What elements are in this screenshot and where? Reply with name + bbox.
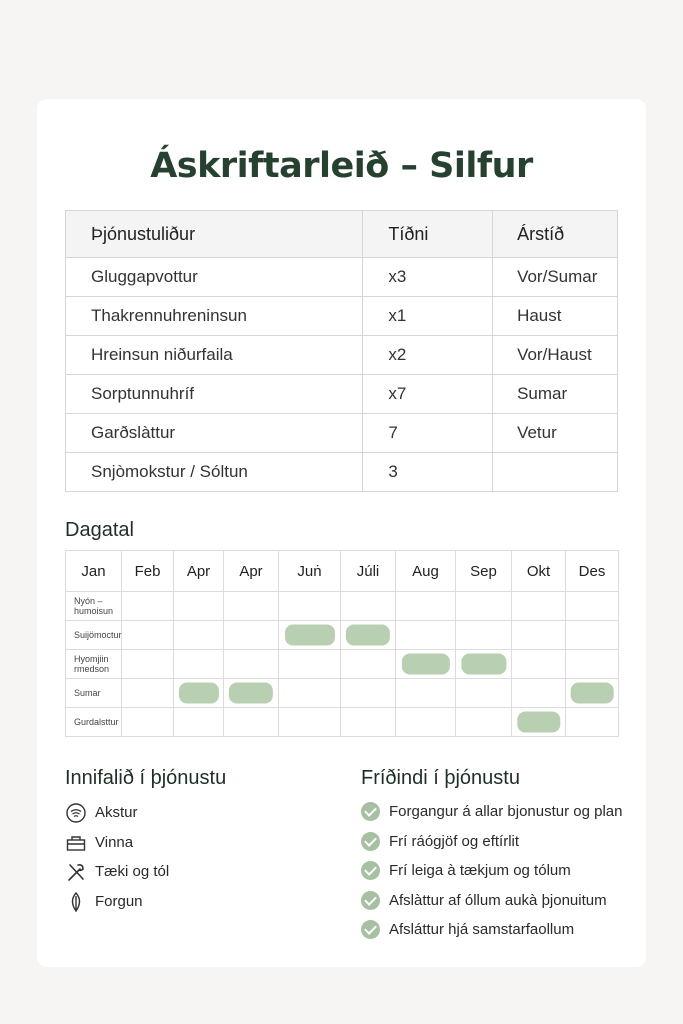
benefits-heading: Fríðindi í þjónustu xyxy=(361,767,520,789)
calendar-cell xyxy=(174,592,224,621)
column-header-service: Þjónustuliður xyxy=(66,211,363,258)
calendar-cell xyxy=(224,708,279,737)
schedule-bar xyxy=(401,654,449,675)
leaf-icon xyxy=(65,891,87,913)
schedule-bar xyxy=(284,625,334,646)
calendar-table xyxy=(65,550,619,737)
table-header-row xyxy=(66,211,618,258)
calendar-cell xyxy=(279,621,341,650)
season-cell: Vor/Sumar xyxy=(493,258,618,297)
calendar-row-label: Gurdalsttur xyxy=(66,708,122,737)
included-item xyxy=(65,802,325,832)
month-header: Jan xyxy=(66,551,122,592)
included-list xyxy=(65,802,325,920)
check-circle-icon xyxy=(361,920,380,939)
calendar-row-label: Suijömoctur xyxy=(66,621,122,650)
schedule-bar xyxy=(178,683,218,704)
benefit-item xyxy=(361,891,631,921)
calendar-row-label: Sumar xyxy=(66,679,122,708)
calendar-cell xyxy=(279,708,341,737)
benefit-item xyxy=(361,802,631,832)
schedule-bar xyxy=(461,654,506,675)
month-header: Júli xyxy=(341,551,396,592)
calendar-cell xyxy=(279,592,341,621)
calendar-cell xyxy=(396,708,456,737)
table-row xyxy=(66,375,618,414)
calendar-cell xyxy=(396,621,456,650)
month-header: Apr xyxy=(224,551,279,592)
calendar-row xyxy=(66,650,619,679)
season-cell: Vor/Haust xyxy=(493,336,618,375)
season-cell: Haust xyxy=(493,297,618,336)
benefit-item xyxy=(361,861,631,891)
calendar-row xyxy=(66,708,619,737)
table-row xyxy=(66,297,618,336)
calendar-cell xyxy=(456,708,512,737)
calendar-cell xyxy=(512,708,566,737)
calendar-cell xyxy=(122,650,174,679)
benefit-item xyxy=(361,920,631,950)
season-cell: Sumar xyxy=(493,375,618,414)
month-header: Juṅ xyxy=(279,551,341,592)
month-header: Aug xyxy=(396,551,456,592)
service-cell: Hreinsun niðurfaila xyxy=(66,336,363,375)
service-cell: Sorptunnuhríf xyxy=(66,375,363,414)
month-header: Apr xyxy=(174,551,224,592)
frequency-cell: x1 xyxy=(363,297,493,336)
included-item-label: Forgun xyxy=(95,892,143,910)
month-header: Sep xyxy=(456,551,512,592)
benefit-item-label: Frí ráógjöf og eftírlit xyxy=(389,832,520,850)
check-circle-icon xyxy=(361,861,380,880)
calendar-cell xyxy=(279,679,341,708)
month-header: Feb xyxy=(122,551,174,592)
season-cell xyxy=(493,453,618,492)
calendar-cell xyxy=(456,592,512,621)
calendar-cell xyxy=(174,708,224,737)
tools-icon xyxy=(65,861,87,883)
calendar-cell xyxy=(122,679,174,708)
schedule-bar xyxy=(346,625,390,646)
benefit-item xyxy=(361,832,631,862)
calendar-cell xyxy=(456,679,512,708)
table-row xyxy=(66,453,618,492)
frequency-cell: x7 xyxy=(363,375,493,414)
column-header-season: Árstíð xyxy=(493,211,618,258)
season-cell: Vetur xyxy=(493,414,618,453)
check-circle-icon xyxy=(361,832,380,851)
calendar-row-label: Nyón – humoisun xyxy=(66,592,122,621)
service-cell: Gluggapvottur xyxy=(66,258,363,297)
benefit-item-label: Forgangur á allar bjonustur og plan xyxy=(389,803,623,820)
calendar-cell xyxy=(224,592,279,621)
calendar-cell xyxy=(341,650,396,679)
calendar-cell xyxy=(122,592,174,621)
benefit-item-label: Afslàttur af óllum aukà þjonuitum xyxy=(389,891,607,909)
calendar-cell xyxy=(566,650,619,679)
frequency-cell: 3 xyxy=(363,453,493,492)
calendar-cell xyxy=(456,621,512,650)
included-item xyxy=(65,832,325,862)
column-header-frequency: Tíðni xyxy=(363,211,493,258)
check-circle-icon xyxy=(361,891,380,910)
benefit-item-label: Frí leiga à tækjum og tólum xyxy=(389,862,571,879)
calendar-cell xyxy=(396,650,456,679)
table-row xyxy=(66,258,618,297)
check-circle-icon xyxy=(361,802,380,821)
schedule-bar xyxy=(517,712,560,733)
calendar-cell xyxy=(224,650,279,679)
calendar-cell xyxy=(456,650,512,679)
calendar-cell xyxy=(174,621,224,650)
toolbox-icon xyxy=(65,832,87,854)
calendar-cell xyxy=(279,650,341,679)
month-header: Des xyxy=(566,551,619,592)
service-cell: Thakrennuhreninsun xyxy=(66,297,363,336)
schedule-bar xyxy=(571,683,614,704)
included-heading: Innifalið í þjónustu xyxy=(65,767,227,789)
calendar-heading: Dagatal xyxy=(65,519,134,541)
included-item-label: Vinna xyxy=(95,833,134,851)
calendar-cell xyxy=(174,650,224,679)
included-item xyxy=(65,891,325,921)
calendar-cell xyxy=(224,621,279,650)
included-item-label: Akstur xyxy=(95,804,138,821)
included-item-label: Tæki og tól xyxy=(95,863,170,880)
wifi-icon xyxy=(65,802,87,824)
calendar-cell xyxy=(341,708,396,737)
calendar-cell xyxy=(512,650,566,679)
benefit-item-label: Afsláttur hjá samstarfaollum xyxy=(389,921,575,938)
services-table xyxy=(65,210,618,492)
frequency-cell: x2 xyxy=(363,336,493,375)
calendar-cell xyxy=(396,679,456,708)
calendar-cell xyxy=(512,592,566,621)
calendar-cell xyxy=(566,621,619,650)
calendar-cell xyxy=(341,621,396,650)
frequency-cell: x3 xyxy=(363,258,493,297)
frequency-cell: 7 xyxy=(363,414,493,453)
calendar-cell xyxy=(512,621,566,650)
service-cell: Garðslàttur xyxy=(66,414,363,453)
table-row xyxy=(66,336,618,375)
service-cell: Snjòmokstur / Sóltun xyxy=(66,453,363,492)
calendar-row xyxy=(66,592,619,621)
benefits-list xyxy=(361,802,631,950)
month-header: Okt xyxy=(512,551,566,592)
calendar-cell xyxy=(341,679,396,708)
calendar-cell xyxy=(512,679,566,708)
calendar-cell xyxy=(341,592,396,621)
calendar-cell xyxy=(122,621,174,650)
schedule-bar xyxy=(229,683,273,704)
calendar-row-label: Hyomjiin rmedson xyxy=(66,650,122,679)
table-row xyxy=(66,414,618,453)
calendar-cell xyxy=(566,592,619,621)
calendar-header-row xyxy=(66,551,619,592)
calendar-cell xyxy=(396,592,456,621)
calendar-cell xyxy=(122,708,174,737)
calendar-cell xyxy=(224,679,279,708)
calendar-cell xyxy=(174,679,224,708)
page-title: Áskriftarleið – Silfur xyxy=(150,146,533,186)
calendar-row xyxy=(66,621,619,650)
calendar-cell xyxy=(566,708,619,737)
calendar-row xyxy=(66,679,619,708)
included-item xyxy=(65,861,325,891)
plan-card xyxy=(37,99,646,967)
calendar-cell xyxy=(566,679,619,708)
